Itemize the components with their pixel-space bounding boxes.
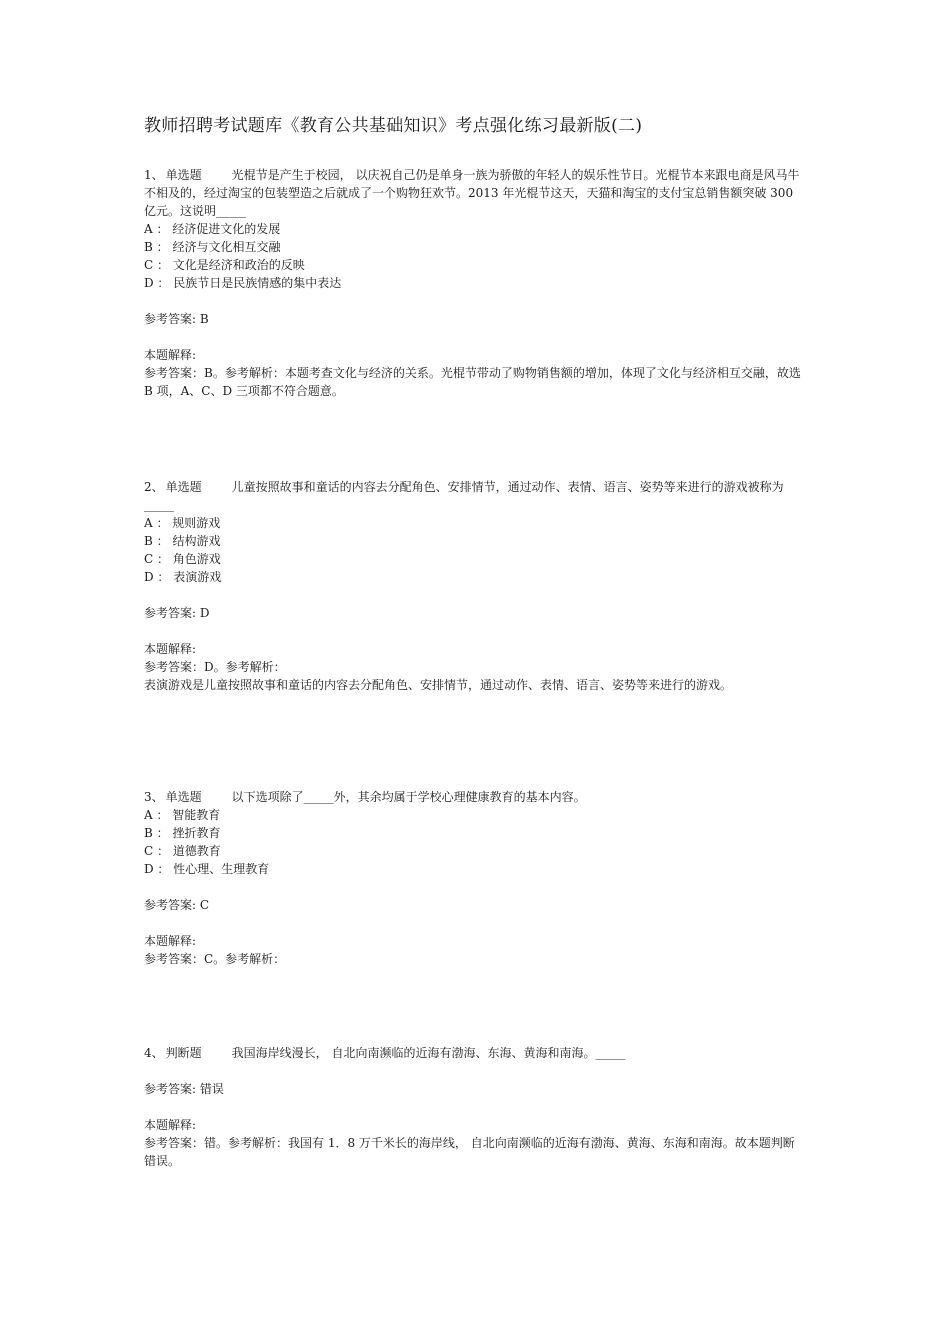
question-stem [144,166,804,220]
reference-answer: 参考答案: 错误 [144,1082,224,1096]
option-d: D ： 性心理、生理教育 [144,862,270,876]
explanation-text: 参考答案：B。参考解析：本题考查文化与经济的关系。光棍节带动了购物销售额的增加，体现了文化与经济相互交融，故选 B 项，A、C、D 三项都不符合题意。 [144,366,801,398]
question-number: 4、 [144,1046,164,1060]
explanation-text: 参考答案：D。参考解析： [144,660,286,674]
option-b: B ： 经济与文化相互交融 [144,240,281,254]
question-stem [144,478,804,514]
question-4 [144,1044,804,1170]
question-number: 2、 [144,480,164,494]
explanation-label: 本题解释: [144,348,197,362]
explanation-label: 本题解释: [144,642,197,656]
question-stem [144,1044,804,1062]
explanation-text: 参考答案：错。参考解析：我国有 1．8 万千米长的海岸线， 自北向南濒临的近海有渤海、黄海、东海和南海。故本题判断错误。 [144,1136,795,1168]
question-type: 单选题 [165,480,202,494]
question-text: 儿童按照故事和童话的内容去分配角色、安排情节，通过动作、表情、语言、姿势等来进行的游戏被称为_____ [144,480,784,512]
option-b: B ： 挫折教育 [144,826,221,840]
question-type: 单选题 [165,790,202,804]
question-text: 我国海岸线漫长， 自北向南濒临的近海有渤海、东海、黄海和南海。_____ [231,1046,626,1060]
page-title: 教师招聘考试题库《教育公共基础知识》考点强化练习最新版(二) [144,116,643,136]
question-number: 3、 [144,790,164,804]
question-2 [144,478,804,694]
option-a: A ： 智能教育 [144,808,221,822]
option-b: B ： 结构游戏 [144,534,221,548]
question-number: 1、 [144,168,164,182]
option-a: A ： 规则游戏 [144,516,221,530]
question-1 [144,166,804,400]
question-stem [144,788,804,806]
option-a: A ： 经济促进文化的发展 [144,222,281,236]
reference-answer: 参考答案: C [144,898,210,912]
option-d: D ： 表演游戏 [144,570,222,584]
option-c: C ： 角色游戏 [144,552,221,566]
question-type: 单选题 [165,168,202,182]
explanation-label: 本题解释: [144,934,197,948]
question-text: 光棍节是产生于校园， 以庆祝自己仍是单身一族为骄傲的年轻人的娱乐性节日。光棍节本来跟电商是风马牛不相及的，经过淘宝的包装塑造之后就成了一个购物狂欢节。2013 年光棍节这天，天猫和淘宝的支付宝总销售额突破 300 亿元。这说明_____ [144,168,800,218]
explanation-text: 参考答案：C。参考解析： [144,952,286,966]
question-type: 判断题 [165,1046,202,1060]
explanation-label: 本题解释: [144,1118,197,1132]
explanation-detail: 表演游戏是儿童按照故事和童话的内容去分配角色、安排情节，通过动作、表情、语言、姿势等来进行的游戏。 [144,678,733,692]
option-c: C ： 文化是经济和政治的反映 [144,258,305,272]
option-d: D ： 民族节日是民族情感的集中表达 [144,276,342,290]
question-3 [144,788,804,968]
reference-answer: 参考答案: B [144,312,209,326]
reference-answer: 参考答案: D [144,606,210,620]
question-text: 以下选项除了_____外，其余均属于学校心理健康教育的基本内容。 [231,790,586,804]
option-c: C ： 道德教育 [144,844,221,858]
